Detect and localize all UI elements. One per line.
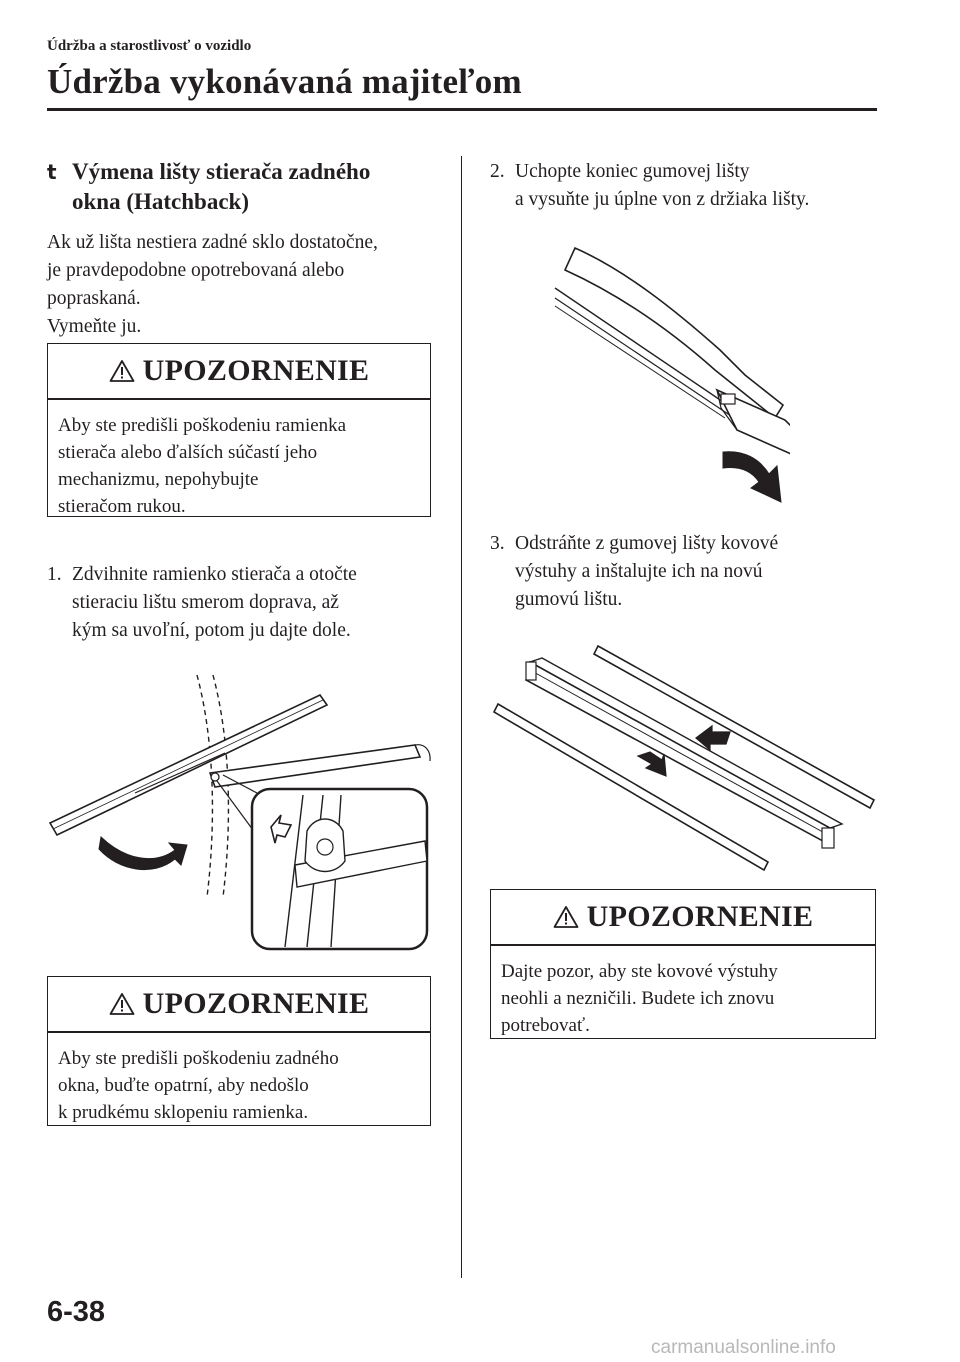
warning-header (48, 977, 430, 1031)
step-line: kým sa uvoľní, potom ju dajte dole. (72, 620, 351, 641)
running-title: Údržba a starostlivosť o vozidlo (47, 38, 252, 54)
step-line: Uchopte koniec gumovej lišty (515, 161, 750, 182)
warning-heading: UPOZORNENIE (142, 987, 370, 1020)
warning-line: mechanizmu, nepohybujte (58, 468, 259, 490)
step-line: gumovú lištu. (515, 589, 623, 610)
watermark: carmanualsonline.info (651, 1337, 836, 1358)
warning-line: Aby ste predišli poškodeniu ramienka (58, 414, 347, 436)
page-number: 6-38 (47, 1296, 106, 1328)
step-number: 3. (490, 533, 505, 554)
step-line: stieraciu lištu smerom doprava, až (72, 592, 339, 613)
warning-line: neohli a nezničili. Budete ich znovu (501, 987, 775, 1009)
warning-box (47, 343, 431, 517)
warning-box (47, 976, 431, 1126)
pull-arrow-icon (723, 452, 781, 502)
section-title-line: Výmena lišty stierača zadného (72, 159, 371, 184)
step-number: 1. (47, 564, 62, 585)
insert-arrow-icon (638, 752, 666, 776)
section-bullet: t (47, 160, 57, 184)
intro-line: popraskaná. (47, 288, 141, 309)
warning-text (48, 400, 430, 530)
warning-heading: UPOZORNENIE (586, 900, 814, 933)
warning-line: Dajte pozor, aby ste kovové výstuhy (501, 960, 778, 982)
warning-triangle-icon (109, 359, 135, 383)
intro-line: Vymeňte ju. (47, 316, 142, 337)
warning-header (48, 344, 430, 398)
section-title-line: okna (Hatchback) (72, 189, 249, 214)
wiper-rotate-illustration (45, 665, 437, 957)
warning-box (490, 889, 876, 1039)
warning-header (491, 890, 875, 944)
step-1 (47, 561, 447, 645)
warning-line: okna, buďte opatrní, aby nedošlo (58, 1074, 309, 1096)
warning-line: Aby ste predišli poškodeniu zadného (58, 1047, 339, 1069)
warning-text (48, 1033, 430, 1136)
column-divider (461, 156, 462, 1278)
warning-triangle-icon (553, 905, 579, 929)
step-line: výstuhy a inštalujte ich na novú (515, 561, 763, 582)
section-heading (47, 157, 447, 217)
wiper-strip-removal-illustration (545, 240, 790, 510)
warning-text (491, 946, 875, 1049)
warning-line: k prudkému sklopeniu ramienka. (58, 1101, 309, 1123)
step-2 (490, 158, 890, 214)
page-title: Údržba vykonávaná majiteľom (47, 62, 522, 101)
intro-line: Ak už lišta nestiera zadné sklo dostatočne, (47, 232, 378, 253)
step-3 (490, 530, 890, 614)
warning-line: stierača alebo ďalších súčastí jeho (58, 441, 318, 463)
step-number: 2. (490, 161, 505, 182)
intro-paragraph (47, 229, 447, 341)
rotate-arrow-icon (99, 837, 187, 870)
warning-heading: UPOZORNENIE (142, 354, 370, 387)
warning-triangle-icon (109, 992, 135, 1016)
warning-line: stieračom rukou. (58, 495, 186, 517)
stiffener-install-illustration (490, 640, 880, 880)
title-divider (47, 108, 877, 111)
intro-line: je pravdepodobne opotrebovaná alebo (47, 260, 345, 281)
step-line: Zdvihnite ramienko stierača a otočte (72, 564, 357, 585)
step-line: Odstráňte z gumovej lišty kovové (515, 533, 779, 554)
step-line: a vysuňte ju úplne von z držiaka lišty. (515, 189, 810, 210)
warning-line: potrebovať. (501, 1014, 590, 1036)
